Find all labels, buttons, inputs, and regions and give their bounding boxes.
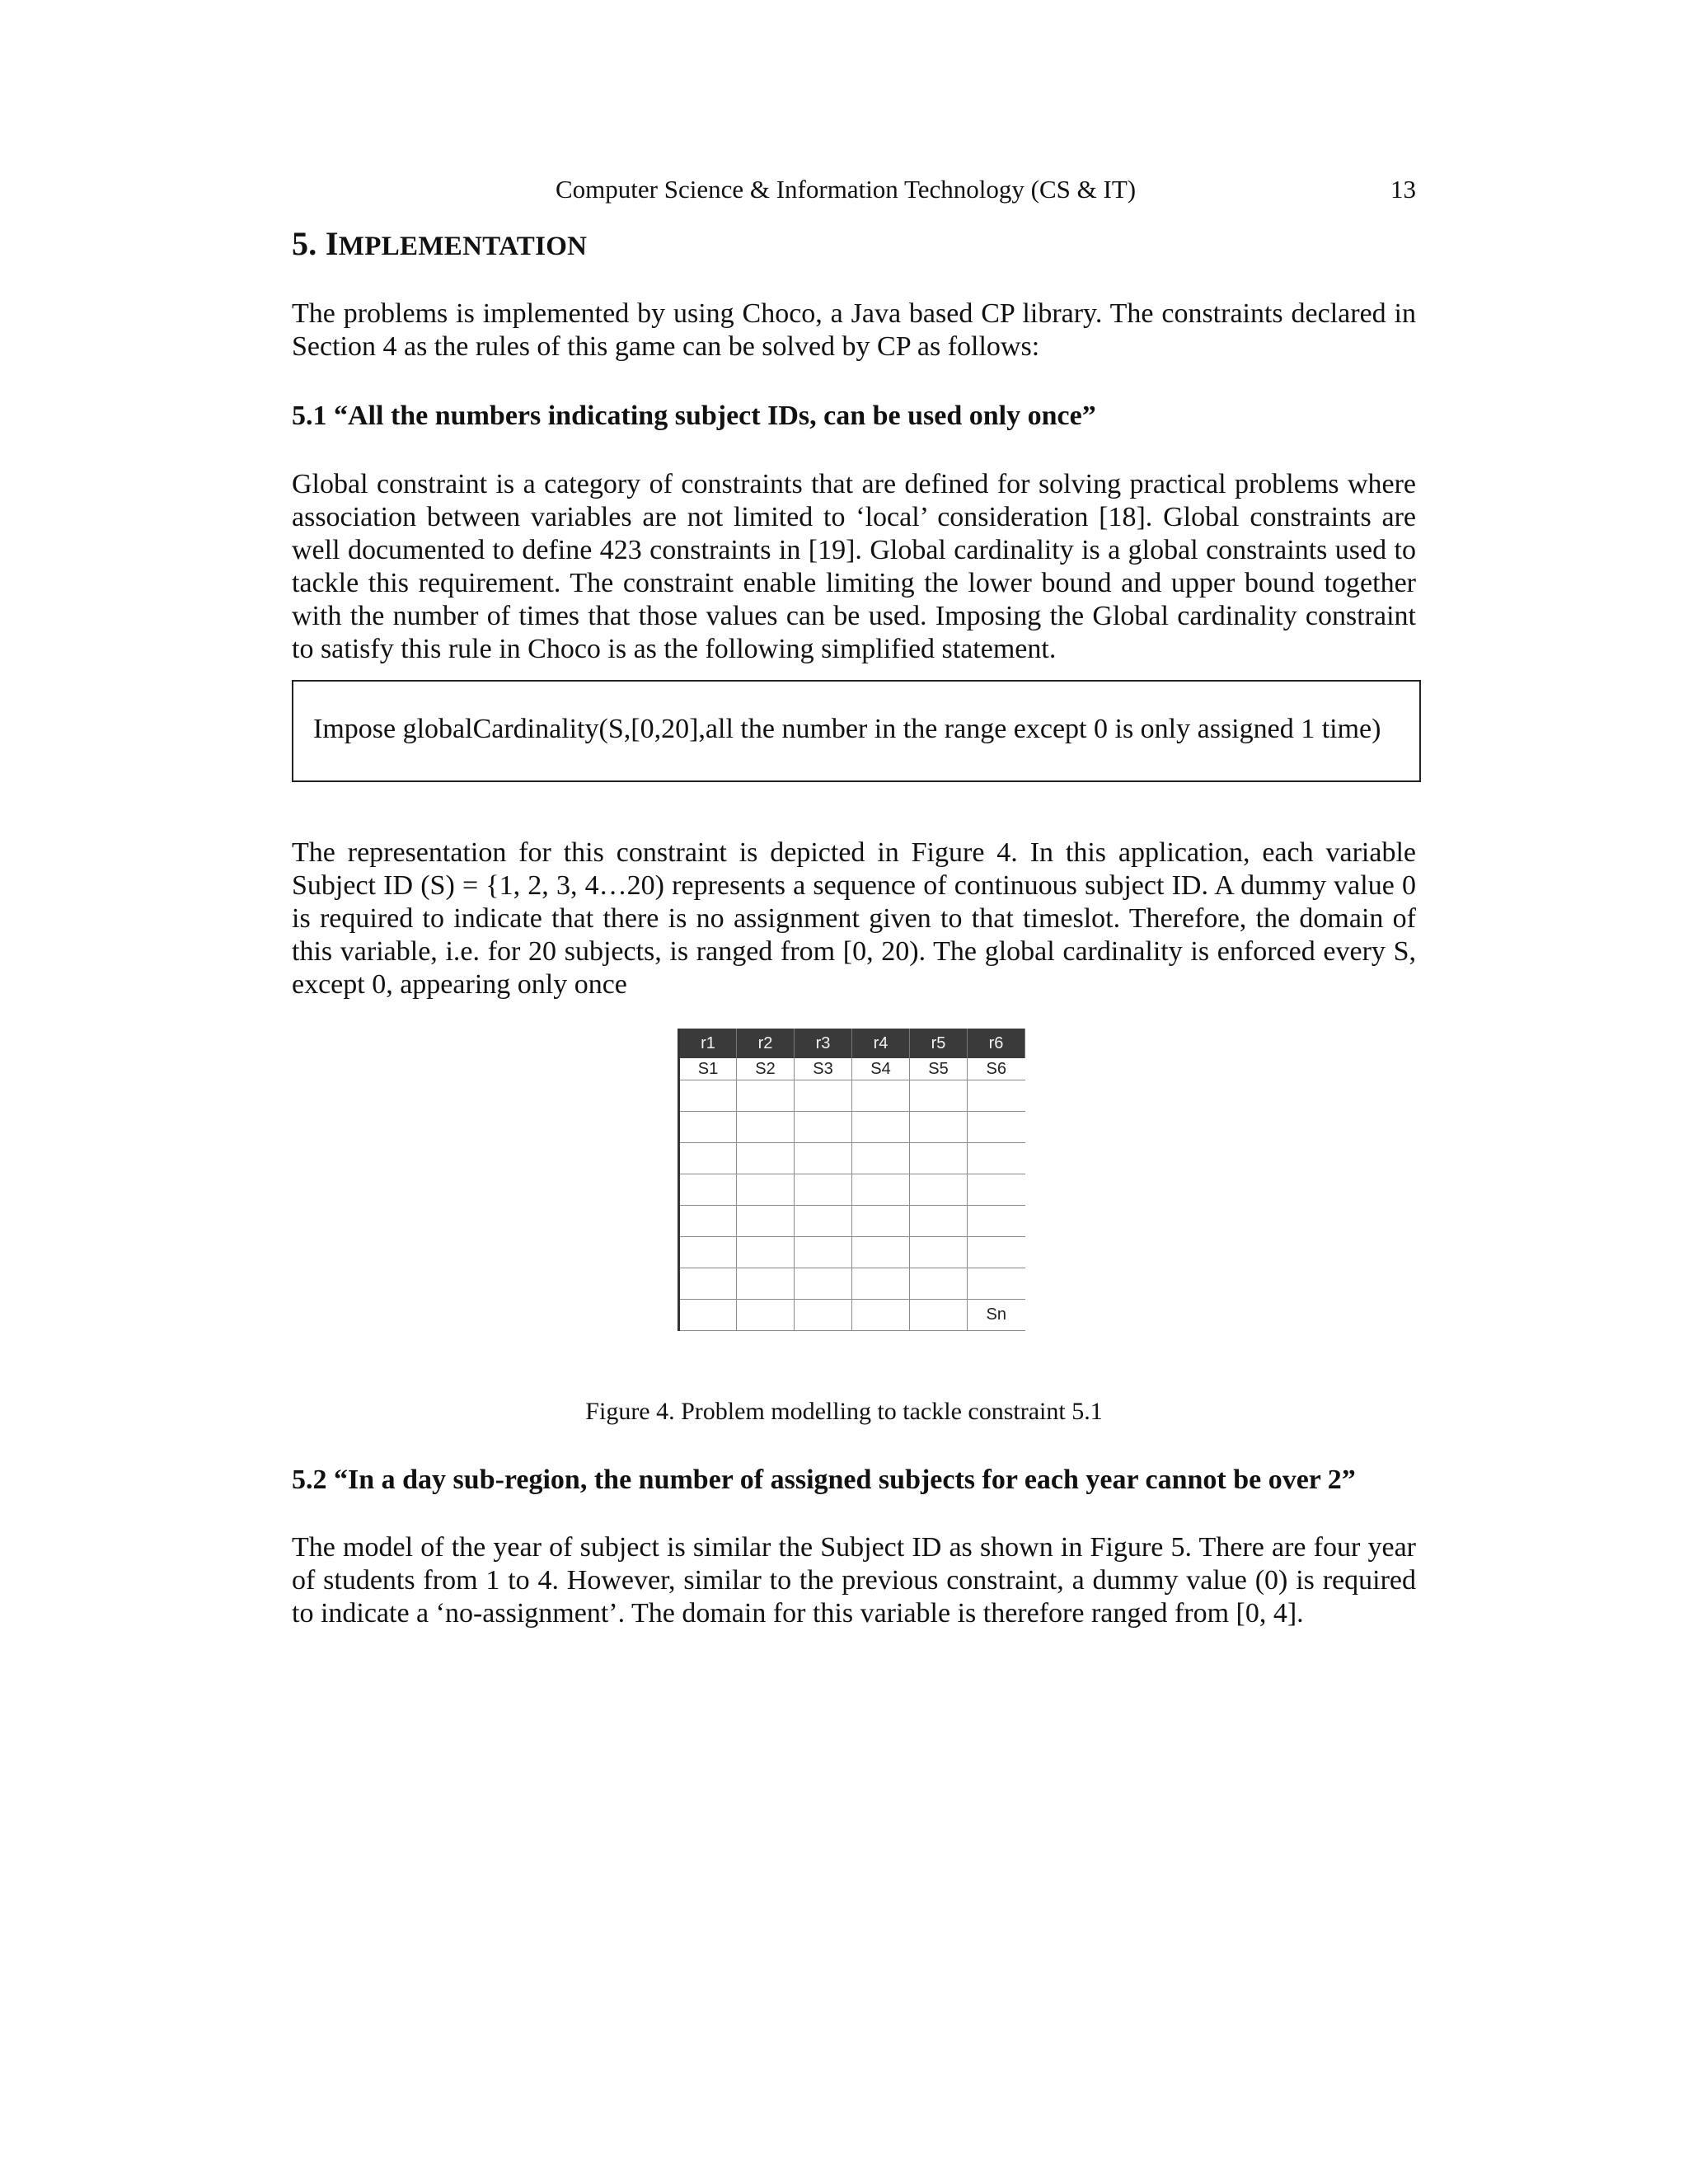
grid-cell <box>968 1237 1025 1268</box>
grid-row <box>679 1058 1025 1080</box>
code-statement: Impose globalCardinality(S,[0,20],all the number in the range except 0 is only assigned 1 time) <box>313 714 1381 744</box>
grid-cell <box>679 1080 737 1112</box>
grid-header-row <box>679 1029 1025 1058</box>
grid-cell <box>968 1143 1025 1174</box>
grid-cell <box>910 1300 968 1331</box>
grid-cell <box>852 1080 910 1112</box>
grid-row <box>679 1143 1025 1174</box>
grid-cell: S6 <box>968 1058 1025 1080</box>
grid-row <box>679 1268 1025 1300</box>
grid-cell <box>737 1174 795 1206</box>
subsection-5-1-paragraph-2: The representation for this constraint is depicted in Figure 4. In this application, each variable Subject ID (S) = {1, 2, 3, 4…20) represents a sequence of continuous subject ID. A dummy value 0 is required to indicate that there is no assignment given to that timeslot. Therefore, the domain of this variable, i.e. for 20 subjects, is ranged from [0, 20). The global cardinality is enforced every S, except 0, appearing only once <box>292 837 1416 1000</box>
grid-cell <box>795 1174 852 1206</box>
grid-cell <box>852 1174 910 1206</box>
grid-cell: S1 <box>679 1058 737 1080</box>
grid-cell <box>852 1112 910 1143</box>
grid-cell <box>737 1300 795 1331</box>
column-header: r3 <box>795 1029 852 1058</box>
grid-cell <box>852 1143 910 1174</box>
grid-cell: S4 <box>852 1058 910 1080</box>
grid-cell <box>737 1268 795 1300</box>
section-heading <box>292 224 587 266</box>
grid-cell <box>795 1112 852 1143</box>
grid-cell <box>852 1206 910 1237</box>
grid-cell <box>910 1143 968 1174</box>
grid-cell <box>910 1268 968 1300</box>
grid-cell <box>910 1080 968 1112</box>
grid-cell <box>795 1237 852 1268</box>
grid-cell: S5 <box>910 1058 968 1080</box>
grid-cell <box>679 1174 737 1206</box>
grid-cell <box>968 1206 1025 1237</box>
grid-cell <box>852 1237 910 1268</box>
grid-cell <box>910 1112 968 1143</box>
grid-row <box>679 1174 1025 1206</box>
grid-cell <box>795 1268 852 1300</box>
journal-title: Computer Science & Information Technology (CS & IT) <box>556 175 1137 204</box>
grid-cell: S2 <box>737 1058 795 1080</box>
grid-cell <box>737 1237 795 1268</box>
grid-cell <box>852 1268 910 1300</box>
intro-paragraph: The problems is implemented by using Choco, a Java based CP library. The constraints declared in Section 4 as the rules of this game can be solved by CP as follows: <box>292 298 1416 362</box>
grid-cell <box>910 1174 968 1206</box>
grid-cell-last: Sn <box>968 1300 1025 1331</box>
grid-row <box>679 1206 1025 1237</box>
grid-cell <box>679 1112 737 1143</box>
column-header: r1 <box>679 1029 737 1058</box>
subsection-5-2-heading: 5.2 “In a day sub-region, the number of assigned subjects for each year cannot be over 2” <box>292 1465 1356 1495</box>
grid-cell <box>737 1206 795 1237</box>
section-title-initial: I <box>325 225 339 262</box>
column-header: r4 <box>852 1029 910 1058</box>
grid-cell <box>852 1300 910 1331</box>
grid-cell <box>795 1206 852 1237</box>
subject-grid-table <box>678 1029 1025 1331</box>
subsection-5-2-paragraph: The model of the year of subject is similar the Subject ID as shown in Figure 5. There are four year of students from 1 to 4. However, similar to the previous constraint, a dummy value (0) is required to indicate a ‘no-assignment’. The domain for this variable is therefore ranged from [0, 4]. <box>292 1532 1416 1629</box>
grid-cell <box>737 1080 795 1112</box>
grid-cell <box>679 1143 737 1174</box>
grid-cell <box>795 1143 852 1174</box>
section-title-rest: MPLEMENTATION <box>338 232 588 261</box>
code-statement-box <box>292 680 1421 782</box>
subsection-5-1-heading: 5.1 “All the numbers indicating subject IDs, can be used only once” <box>292 401 1096 431</box>
grid-row <box>679 1080 1025 1112</box>
grid-cell <box>968 1080 1025 1112</box>
column-header: r5 <box>910 1029 968 1058</box>
grid-cell <box>795 1080 852 1112</box>
grid-cell <box>679 1268 737 1300</box>
page-number: 13 <box>1390 175 1416 204</box>
grid-cell <box>795 1300 852 1331</box>
subsection-5-1-paragraph: Global constraint is a category of constraints that are defined for solving practical problems where association between variables are not limited to ‘local’ consideration [18]. Global constraints are well documented to define 423 constraints in [19]. Global cardinality is a global constraints used to tackle this requirement. The constraint enable limiting the lower bound and upper bound together with the number of times that those values can be used. Imposing the Global cardinality constraint to satisfy this rule in Choco is as the following simplified statement. <box>292 469 1416 664</box>
grid-cell <box>968 1112 1025 1143</box>
grid-cell: S3 <box>795 1058 852 1080</box>
grid-cell <box>679 1206 737 1237</box>
grid-row <box>679 1112 1025 1143</box>
grid-cell <box>910 1237 968 1268</box>
section-number: 5. <box>292 225 317 262</box>
grid-cell <box>968 1268 1025 1300</box>
grid-cell <box>679 1300 737 1331</box>
grid-row <box>679 1300 1025 1331</box>
grid-cell <box>679 1237 737 1268</box>
grid-cell <box>968 1174 1025 1206</box>
column-header: r2 <box>737 1029 795 1058</box>
grid-cell <box>737 1112 795 1143</box>
figure-caption: Figure 4. Problem modelling to tackle constraint 5.1 <box>585 1398 1103 1425</box>
figure-4-grid <box>678 1029 1025 1348</box>
grid-cell <box>910 1206 968 1237</box>
grid-cell <box>737 1143 795 1174</box>
column-header: r6 <box>968 1029 1025 1058</box>
grid-row <box>679 1237 1025 1268</box>
